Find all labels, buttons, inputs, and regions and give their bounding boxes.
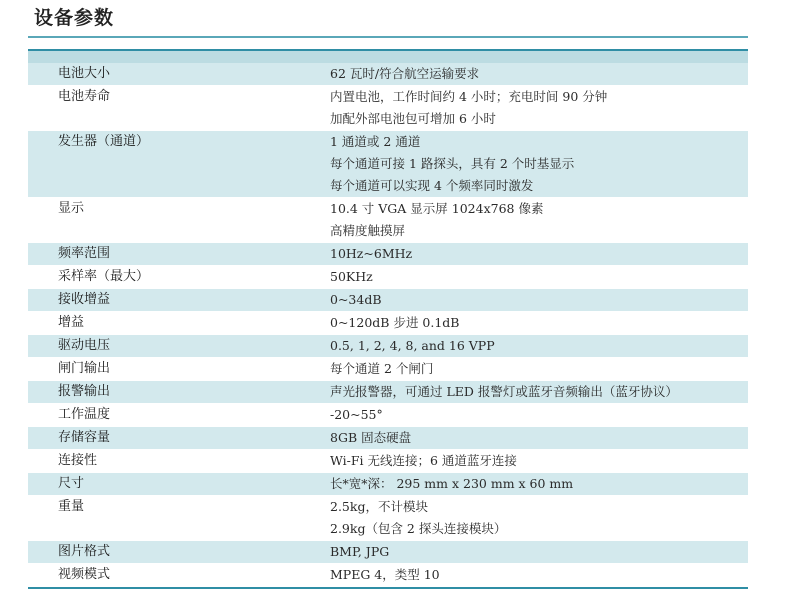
spec-value-line: 1 通道或 2 通道: [330, 134, 421, 149]
spec-row: [28, 63, 748, 86]
spec-row: [28, 86, 748, 131]
spec-table: [28, 49, 748, 589]
page-title: 设备参数: [34, 7, 115, 29]
spec-value-line: 10.4 寸 VGA 显示屏 1024x768 像素: [330, 201, 544, 216]
spec-row: [28, 427, 748, 450]
spec-value-line: 加配外部电池包可增加 6 小时: [330, 111, 496, 126]
spec-value: [330, 198, 748, 242]
spec-value-line: 声光报警器，可通过 LED 报警灯或蓝牙音频输出（蓝牙协议）: [330, 384, 678, 399]
spec-value-line: 长*宽*深： 295 mm x 230 mm x 60 mm: [330, 476, 574, 491]
spec-label: 电池寿命: [58, 89, 111, 104]
spec-value-line: 每个通道可接 1 路探头，具有 2 个时基显示: [330, 156, 575, 171]
spec-value-line: 0~34dB: [330, 292, 382, 307]
spec-value-line: 每个通道可以实现 4 个频率同时激发: [330, 178, 534, 193]
spec-value: [330, 381, 748, 403]
table-header-band: [28, 49, 748, 63]
spec-value: [330, 266, 748, 288]
spec-label: 采样率（最大）: [58, 269, 150, 284]
spec-label: 报警输出: [58, 384, 111, 399]
spec-value: [330, 496, 748, 540]
spec-label: 接收增益: [58, 292, 111, 307]
spec-label: 驱动电压: [58, 338, 111, 353]
spec-row: [28, 473, 748, 496]
spec-value: [330, 541, 748, 563]
spec-value: [330, 335, 748, 357]
spec-value-line: 50KHz: [330, 269, 373, 284]
spec-label: 连接性: [58, 453, 98, 468]
spec-row: [28, 289, 748, 312]
spec-label: 存储容量: [58, 430, 111, 445]
spec-value-line: 每个通道 2 个闸门: [330, 361, 434, 376]
spec-value-line: BMP, JPG: [330, 544, 390, 559]
spec-value: [330, 404, 748, 426]
spec-label: 尺寸: [58, 476, 85, 491]
spec-value-line: 0~120dB 步进 0.1dB: [330, 315, 460, 330]
spec-row: [28, 381, 748, 404]
spec-value: [330, 450, 748, 472]
title-divider: [28, 36, 748, 38]
spec-value-line: 内置电池，工作时间约 4 小时；充电时间 90 分钟: [330, 89, 608, 104]
spec-value: [330, 243, 748, 265]
spec-value-line: 8GB 固态硬盘: [330, 430, 412, 445]
spec-label: 工作温度: [58, 407, 111, 422]
spec-value: [330, 86, 748, 130]
spec-row: [28, 335, 748, 358]
spec-value-line: 62 瓦时/符合航空运输要求: [330, 66, 480, 81]
spec-row: [28, 496, 748, 541]
spec-value-line: -20~55°: [330, 407, 383, 422]
spec-row: [28, 131, 748, 198]
spec-row: [28, 266, 748, 289]
spec-row: [28, 243, 748, 266]
spec-row: [28, 541, 748, 564]
spec-label: 闸门输出: [58, 361, 111, 376]
spec-label: 显示: [58, 201, 85, 216]
spec-label: 增益: [58, 315, 85, 330]
spec-value: [330, 312, 748, 334]
spec-row: [28, 450, 748, 473]
spec-row: [28, 198, 748, 243]
spec-label: 发生器（通道）: [58, 134, 150, 149]
spec-value: [330, 63, 748, 85]
spec-row: [28, 358, 748, 381]
spec-value: [330, 289, 748, 311]
spec-value-line: 高精度触摸屏: [330, 223, 406, 238]
spec-value: [330, 427, 748, 449]
spec-value-line: 0.5, 1, 2, 4, 8, and 16 VPP: [330, 338, 495, 353]
spec-value: [330, 358, 748, 380]
spec-value-line: MPEG 4，类型 10: [330, 567, 440, 582]
spec-value-line: 2.9kg（包含 2 探头连接模块）: [330, 521, 507, 536]
spec-label: 重量: [58, 499, 85, 514]
spec-value: [330, 473, 748, 495]
spec-value-line: 2.5kg，不计模块: [330, 499, 428, 514]
spec-value: [330, 564, 748, 586]
spec-label: 图片格式: [58, 544, 111, 559]
spec-label: 电池大小: [58, 66, 111, 81]
spec-row: [28, 312, 748, 335]
spec-label: 频率范围: [58, 246, 111, 261]
spec-value-line: Wi-Fi 无线连接；6 通道蓝牙连接: [330, 453, 517, 468]
spec-value-line: 10Hz~6MHz: [330, 246, 413, 261]
spec-value: [330, 131, 748, 197]
spec-rows: [28, 63, 748, 587]
spec-row: [28, 404, 748, 427]
spec-label: 视频模式: [58, 567, 111, 582]
